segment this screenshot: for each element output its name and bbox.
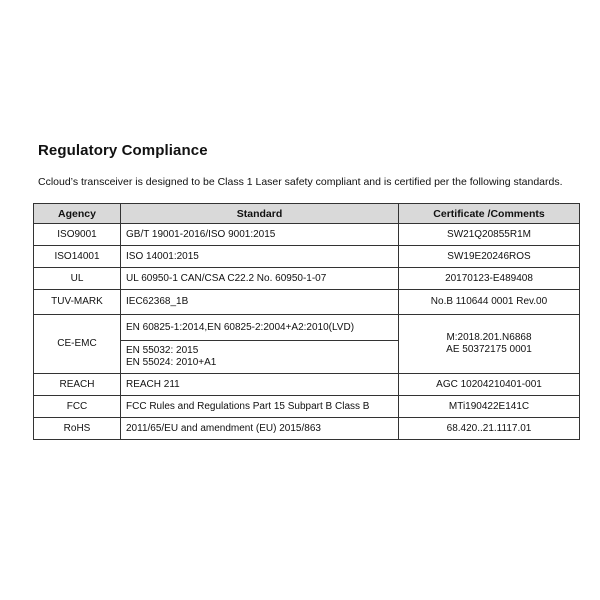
- header-standard: Standard: [121, 204, 399, 224]
- intro-text: Ccloud’s transceiver is designed to be Class 1 Laser safety compliant and is certified per the following standards.: [38, 176, 563, 188]
- certificate-cell: SW21Q20855R1M: [399, 224, 580, 246]
- table-row: [34, 290, 580, 315]
- standard-cell: REACH 211: [121, 374, 399, 396]
- agency-cell: ISO9001: [34, 224, 121, 246]
- table-row: [34, 315, 580, 341]
- agency-cell: UL: [34, 268, 121, 290]
- agency-cell: CE-EMC: [34, 315, 121, 374]
- compliance-table: [33, 203, 580, 440]
- certificate-cell: 20170123-E489408: [399, 268, 580, 290]
- table-row: [34, 224, 580, 246]
- certificate-cell: 68.420..21.1117.01: [399, 418, 580, 440]
- standard-cell: ISO 14001:2015: [121, 246, 399, 268]
- agency-cell: REACH: [34, 374, 121, 396]
- table-row: [34, 396, 580, 418]
- standard-cell: IEC62368_1B: [121, 290, 399, 315]
- certificate-cell: AGC 10204210401-001: [399, 374, 580, 396]
- standard-line: EN 55024: 2010+A1: [126, 357, 217, 368]
- certificate-cell: SW19E20246ROS: [399, 246, 580, 268]
- table-row: [34, 246, 580, 268]
- table-header-row: [34, 204, 580, 224]
- agency-cell: RoHS: [34, 418, 121, 440]
- page-title: Regulatory Compliance: [38, 142, 208, 159]
- standard-cell: UL 60950-1 CAN/CSA C22.2 No. 60950-1-07: [121, 268, 399, 290]
- agency-cell: FCC: [34, 396, 121, 418]
- certificate-line: AE 50372175 0001: [446, 344, 532, 355]
- standard-cell: 2011/65/EU and amendment (EU) 2015/863: [121, 418, 399, 440]
- header-certificate: Certificate /Comments: [399, 204, 580, 224]
- agency-cell: TUV-MARK: [34, 290, 121, 315]
- standard-line: EN 55032: 2015: [126, 345, 199, 356]
- certificate-line: M:2018.201.N6868: [446, 332, 532, 343]
- standard-cell: FCC Rules and Regulations Part 15 Subpart B Class B: [121, 396, 399, 418]
- table-row: [34, 268, 580, 290]
- certificate-cell: No.B 110644 0001 Rev.00: [399, 290, 580, 315]
- standard-cell: GB/T 19001-2016/ISO 9001:2015: [121, 224, 399, 246]
- standard-cell: EN 60825-1:2014,EN 60825-2:2004+A2:2010(LVD): [121, 315, 399, 341]
- table-row: [34, 374, 580, 396]
- certificate-cell: [399, 315, 580, 374]
- certificate-cell: MTi190422E141C: [399, 396, 580, 418]
- standard-cell: [121, 341, 399, 374]
- agency-cell: ISO14001: [34, 246, 121, 268]
- table-row: [34, 418, 580, 440]
- header-agency: Agency: [34, 204, 121, 224]
